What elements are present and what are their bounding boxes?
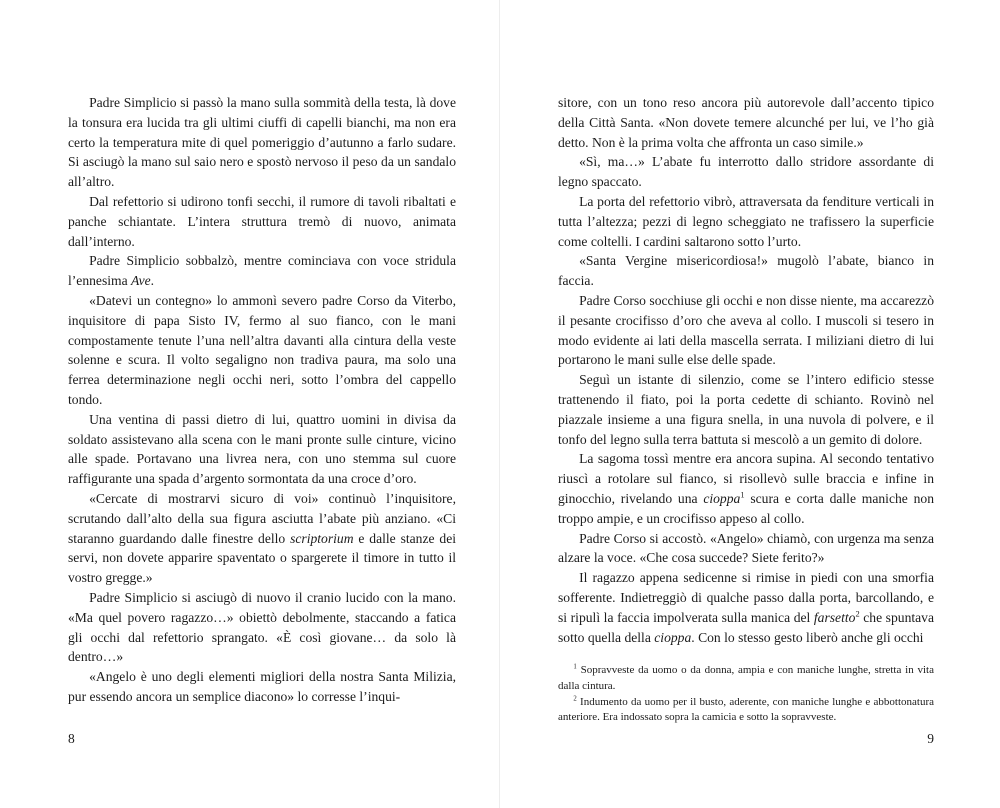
text-run: La porta del refettorio vibrò, attraversata da fenditure verticali in tutta l’altezza; pezzi di legno scheggiato ne trafissero la superficie come coltelli. I cardini saltarono sotto l’urto.: [558, 193, 934, 249]
paragraph: [68, 410, 456, 489]
footnote-marker: 2: [573, 694, 577, 702]
text-run: Padre Simplicio si passò la mano sulla sommità della testa, là dove la tonsura era lucida tra gli ultimi ciuffi di capelli bianchi, ma non era certo la temperatura mite di quel pomeriggio d’autunno a farlo sudare. Si asciugò la mano sul saio nero e spostò nervoso il peso da un sandalo all’altro.: [68, 95, 456, 190]
footnote: $^1$ Sopravveste da uomo o da donna, ampia e con maniche lunghe, stretta in vita dalla cintura.: [558, 663, 934, 692]
text-run: «Angelo è uno degli elementi migliori della nostra Santa Milizia, pur essendo ancora un semplice diacono» lo corresse l’inqui-: [68, 669, 456, 704]
text-run: La sagoma tossì mentre era ancora supina. Al secondo tentativo riuscì a rotolare sul fianco, si risollevò sulle braccia e infine in ginocchio, rivelando una: [558, 451, 934, 506]
paragraph: [558, 529, 934, 569]
page-right: [500, 0, 1000, 808]
paragraph: [558, 291, 934, 370]
text-run: Padre Simplicio si asciugò di nuovo il cranio lucido con la mano. «Ma quel povero ragazzo…» obiettò debolmente, staccando a fatica gli occhi dal refettorio sprangato. «È così giovane… da solo là dentro…»: [68, 589, 456, 665]
footnote-marker: 1: [573, 663, 577, 671]
text-run: Padre Corso socchiuse gli occhi e non disse niente, ma accarezzò il pesante crocifisso d’oro che aveva al collo. I muscoli si tesero in modo evidente ai lati della mascella serrata. I miliziani dietro di lui portarono le mani sulle else delle spade.: [558, 292, 934, 368]
page-number-right: 9: [927, 731, 934, 746]
text-run: e dalle stanze dei servi, non dovete apparire spaventato o spargerete il timore in tutto il vostro gregge.»: [68, 530, 457, 586]
paragraph: [68, 251, 456, 291]
text-run: Padre Simplicio sobbalzò, mentre cominciava con voce stridula l’ennesima: [68, 253, 456, 289]
page-number-left: 8: [68, 731, 75, 746]
page-left-paragraphs: [68, 93, 456, 707]
text-run: . Con lo stesso gesto liberò anche gli occhi: [691, 629, 924, 645]
italic-text: cioppa: [703, 490, 741, 506]
italic-text: cioppa: [654, 629, 692, 645]
text-run: .: [150, 273, 155, 289]
text-run: «Sì, ma…» L’abate fu interrotto dallo stridore assordante di legno spaccato.: [558, 154, 934, 190]
page-right-text-block: [558, 93, 934, 726]
paragraph: [558, 192, 934, 251]
text-run: Seguì un istante di silenzio, come se l’intero edificio stesse trattenendo il fiato, poi la porta cedette di schianto. Rovinò nel piazzale insieme a una figura snella, in una nuvola di polvere, e il tonfo del legno sulla terra battuta si mescolò a un gemito di dolore.: [558, 372, 934, 447]
paragraph: [558, 370, 934, 449]
paragraph: [558, 568, 934, 647]
footnote-marker: 1: [740, 489, 745, 500]
paragraph: [68, 192, 456, 251]
text-run: «Cercate di mostrarvi sicuro di voi» continuò l’inquisitore, scrutando dall’alto della sua figura asciutta l’abate più anziano. «Ci staranno guardando dalle finestre dello: [68, 490, 456, 546]
text-run: Dal refettorio si udirono tonfi secchi, il rumore di tavoli ribaltati e panche schiantate. L’intera struttura tremò di nuovo, animata dall’interno.: [68, 193, 456, 249]
italic-text: farsetto: [813, 609, 856, 625]
text-run: «Datevi un contegno» lo ammonì severo padre Corso da Viterbo, inquisitore di papa Sisto IV, fermo al suo fianco, con le mani compostamente tenute l’una nell’altra davanti alla cintura della veste solenne e scura. Il volto segaligno non tradiva paura, ma solo una ferrea determinazione negli occhi neri, sotto l’ombra del cappello tondo.: [68, 292, 456, 407]
paragraph: [558, 93, 934, 152]
paragraph: [558, 251, 934, 291]
text-run: Una ventina di passi dietro di lui, quattro uomini in divisa da soldato assistevano alla scena con le mani pronte sulle cinture, vicino alle spade. Portavano una livrea nera, con uno stemma sul cuore raffigurante una spada d’argento sormontata da una croce d’oro.: [68, 411, 456, 487]
paragraph: [558, 449, 934, 528]
page-right-footnotes: [558, 663, 934, 725]
footnote-marker: 2: [855, 608, 860, 619]
paragraph: [68, 588, 456, 667]
text-run: «Santa Vergine misericordiosa!» mugolò l’abate, bianco in faccia.: [558, 253, 934, 289]
italic-text: scriptorium: [290, 530, 354, 546]
page-left-text-block: [68, 93, 456, 723]
text-run: Padre Corso si accostò. «Angelo» chiamò, con urgenza ma senza alzare la voce. «Che cosa succede? Siete ferito?»: [558, 530, 934, 566]
paragraph: [68, 667, 456, 707]
italic-text: Ave: [131, 273, 151, 289]
text-run: Il ragazzo appena sedicenne si rimise in piedi con una smorfia sofferente. Indietreggiò di qualche passo dalla porta, barcollando, e si ripulì la faccia impolverata sulla manica del: [558, 570, 934, 625]
page-right-paragraphs: [558, 93, 934, 647]
paragraph: [68, 93, 456, 192]
text-run: che spuntava sotto quella della: [558, 609, 935, 645]
text-run: sitore, con un tono reso ancora più autorevole dall’accento tipico della Città Santa. «Non dovete temere alcunché per lui, ve l’ho già detto. Non è la prima volta che affronta un caso simile.»: [558, 95, 934, 150]
paragraph: [68, 489, 456, 588]
paragraph: [68, 291, 456, 410]
paragraph: [558, 152, 934, 192]
text-run: scura e corta dalle maniche non troppo ampie, e un crocifisso appeso al collo.: [558, 490, 934, 526]
footnote: $^2$ Indumento da uomo per il busto, aderente, con maniche lunghe e abbottonatura anteriore. Era indossato sopra la camicia e sotto la sopravveste.: [558, 694, 934, 724]
